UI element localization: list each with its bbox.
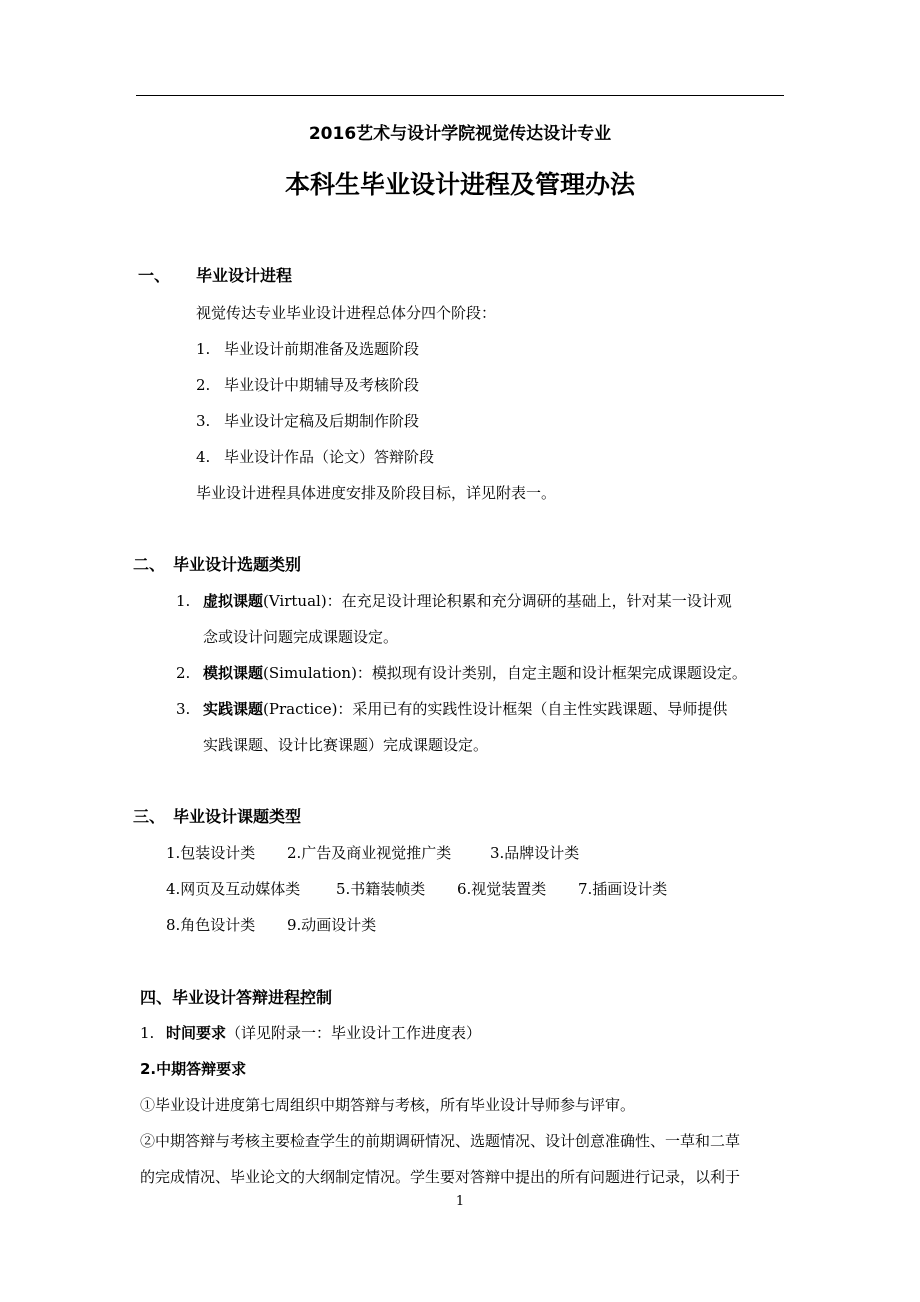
type-item: 6.视觉装置类: [457, 880, 547, 898]
topic-3-number: 3.: [176, 700, 191, 718]
topic-3-term: 实践课题: [203, 700, 264, 718]
section-4-heading: 四、毕业设计答辩进程控制: [140, 988, 333, 1007]
section-3-heading: 毕业设计课题类型: [173, 807, 302, 826]
section-2-number: 二、: [133, 555, 166, 574]
time-requirement-number: 1.: [140, 1024, 155, 1042]
stage-4-number: 4.: [196, 448, 211, 466]
type-item: 1.包装设计类: [166, 844, 256, 862]
type-item: 2.广告及商业视觉推广类: [287, 844, 452, 862]
midterm-paragraph-2-line-1: ②中期答辩与考核主要检查学生的前期调研情况、选题情况、设计创意准确性、一草和二草: [140, 1132, 741, 1150]
midterm-paragraph-2-line-2: 的完成情况、毕业论文的大纲制定情况。学生要对答辩中提出的所有问题进行记录，以利于: [140, 1168, 741, 1186]
topic-2-number: 2.: [176, 664, 191, 682]
topic-1-text: (Virtual)：在充足设计理论积累和充分调研的基础上，针对某一设计观: [263, 592, 732, 610]
topic-3-text: (Practice)：采用已有的实践性设计框架（自主性实践课题、导师提供: [263, 700, 728, 718]
topic-3-line: [203, 699, 727, 719]
type-item: 7.插画设计类: [578, 880, 668, 898]
time-requirement-text: （详见附录一：毕业设计工作进度表）: [226, 1024, 482, 1042]
header-rule: [136, 95, 784, 96]
section-1-heading: 毕业设计进程: [196, 266, 293, 285]
section-1-note: 毕业设计进程具体进度安排及阶段目标，详见附表一。: [196, 484, 557, 502]
document-subtitle: 2016艺术与设计学院视觉传达设计专业: [308, 124, 612, 144]
stage-2-number: 2.: [196, 376, 211, 394]
type-item: 3.品牌设计类: [490, 844, 580, 862]
topic-1-term: 虚拟课题: [203, 592, 264, 610]
topic-1-line: [203, 591, 732, 611]
type-item: 5.书籍装帧类: [336, 880, 426, 898]
type-item: 9.动画设计类: [287, 916, 377, 934]
stage-1-text: 毕业设计前期准备及选题阶段: [224, 340, 420, 358]
section-3-number: 三、: [133, 807, 166, 826]
midterm-paragraph-1: ①毕业设计进度第七周组织中期答辩与考核，所有毕业设计导师参与评审。: [140, 1096, 636, 1114]
type-item: 8.角色设计类: [166, 916, 256, 934]
topic-1-continuation: 念或设计问题完成课题设定。: [203, 628, 399, 646]
stage-3-number: 3.: [196, 412, 211, 430]
document-title: 本科生毕业设计进程及管理办法: [284, 170, 635, 199]
section-1-intro: 视觉传达专业毕业设计进程总体分四个阶段：: [196, 304, 497, 322]
time-requirement-term: 时间要求: [166, 1024, 227, 1042]
stage-3-text: 毕业设计定稿及后期制作阶段: [224, 412, 420, 430]
topic-1-number: 1.: [176, 592, 191, 610]
stage-4-text: 毕业设计作品（论文）答辩阶段: [224, 448, 435, 466]
type-item: 4.网页及互动媒体类: [166, 880, 301, 898]
stage-1-number: 1.: [196, 340, 211, 358]
topic-2-text: (Simulation)：模拟现有设计类别，自定主题和设计框架完成课题设定。: [263, 664, 747, 682]
stage-2-text: 毕业设计中期辅导及考核阶段: [224, 376, 420, 394]
topic-3-continuation: 实践课题、设计比赛课题）完成课题设定。: [203, 736, 489, 754]
time-requirement-line: [166, 1023, 481, 1043]
topic-2-term: 模拟课题: [203, 664, 264, 682]
topic-2-line: [203, 663, 747, 683]
midterm-heading: 2.中期答辩要求: [140, 1060, 247, 1078]
section-1-number: 一、: [138, 266, 171, 285]
page-number: 1: [455, 1194, 465, 1209]
section-2-heading: 毕业设计选题类别: [173, 555, 302, 574]
